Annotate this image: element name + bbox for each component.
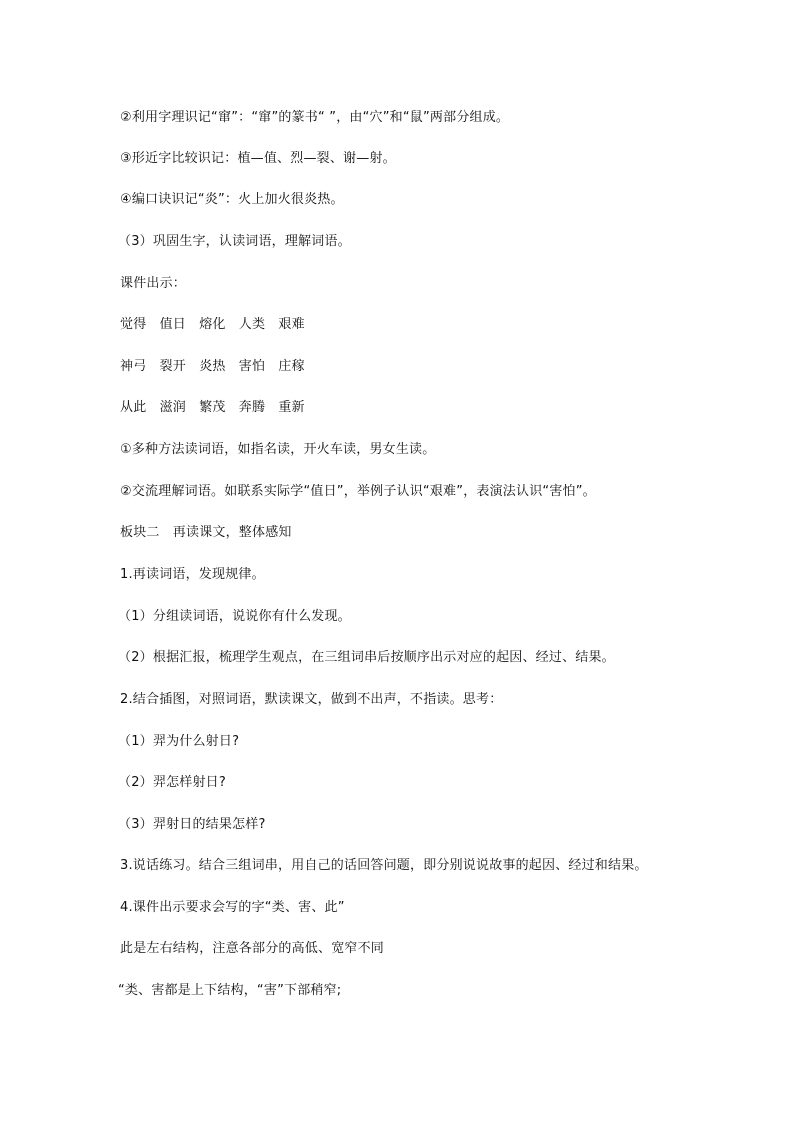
word-row-2: 神弓 裂开 炎热 害怕 庄稼 bbox=[120, 359, 305, 374]
text-line-13: （1）分组读词语，说说你有什么发现。 bbox=[118, 609, 351, 624]
question-3: （3）羿射日的结果怎样? bbox=[118, 817, 266, 832]
word-row-1: 觉得 值日 熔化 人类 艰难 bbox=[120, 317, 305, 332]
question-2: （2）羿怎样射日? bbox=[118, 775, 226, 790]
text-line-10: ②交流理解词语。如联系实际学“值日”，举例子认识“艰难”，表演法认识“害怕”。 bbox=[120, 484, 596, 499]
text-line-1: ②利用字理识记“窜”：“窜”的篆书“ ”，由“穴”和“鼠”两部分组成。 bbox=[120, 110, 510, 125]
text-line-3: ④编口诀识记“炎”：火上加火很炎热。 bbox=[120, 192, 344, 207]
text-line-5: 课件出示： bbox=[120, 276, 187, 291]
text-line-2: ③形近字比较识记：植—值、烈—裂、谢—射。 bbox=[120, 151, 396, 166]
text-line-15: 2.结合插图，对照词语，默读课文，做到不出声，不指读。思考： bbox=[120, 692, 503, 707]
text-line-9: ①多种方法读词语，如指名读，开火车读，男女生读。 bbox=[120, 442, 436, 457]
word-row-3: 从此 滋润 繁茂 奔腾 重新 bbox=[120, 400, 305, 415]
text-line-20: 4.课件出示要求会写的字“类、害、此” bbox=[120, 900, 345, 915]
question-1: （1）羿为什么射日? bbox=[118, 734, 240, 749]
text-line-19: 3.说话练习。结合三组词串，用自己的话回答问题，即分别说说故事的起因、经过和结果。 bbox=[120, 858, 648, 873]
text-line-12: 1.再读词语，发现规律。 bbox=[120, 567, 265, 582]
text-line-14: （2）根据汇报，梳理学生观点，在三组词串后按顺序出示对应的起因、经过、结果。 bbox=[118, 650, 615, 665]
text-line-4: （3）巩固生字，认读词语，理解词语。 bbox=[118, 234, 351, 249]
section-heading: 板块二 再读课文，整体感知 bbox=[120, 525, 292, 540]
text-line-22: “类、害都是上下结构，“害”下部稍窄; bbox=[118, 983, 342, 998]
text-line-21: 此是左右结构，注意各部分的高低、宽窄不同 bbox=[120, 941, 385, 956]
